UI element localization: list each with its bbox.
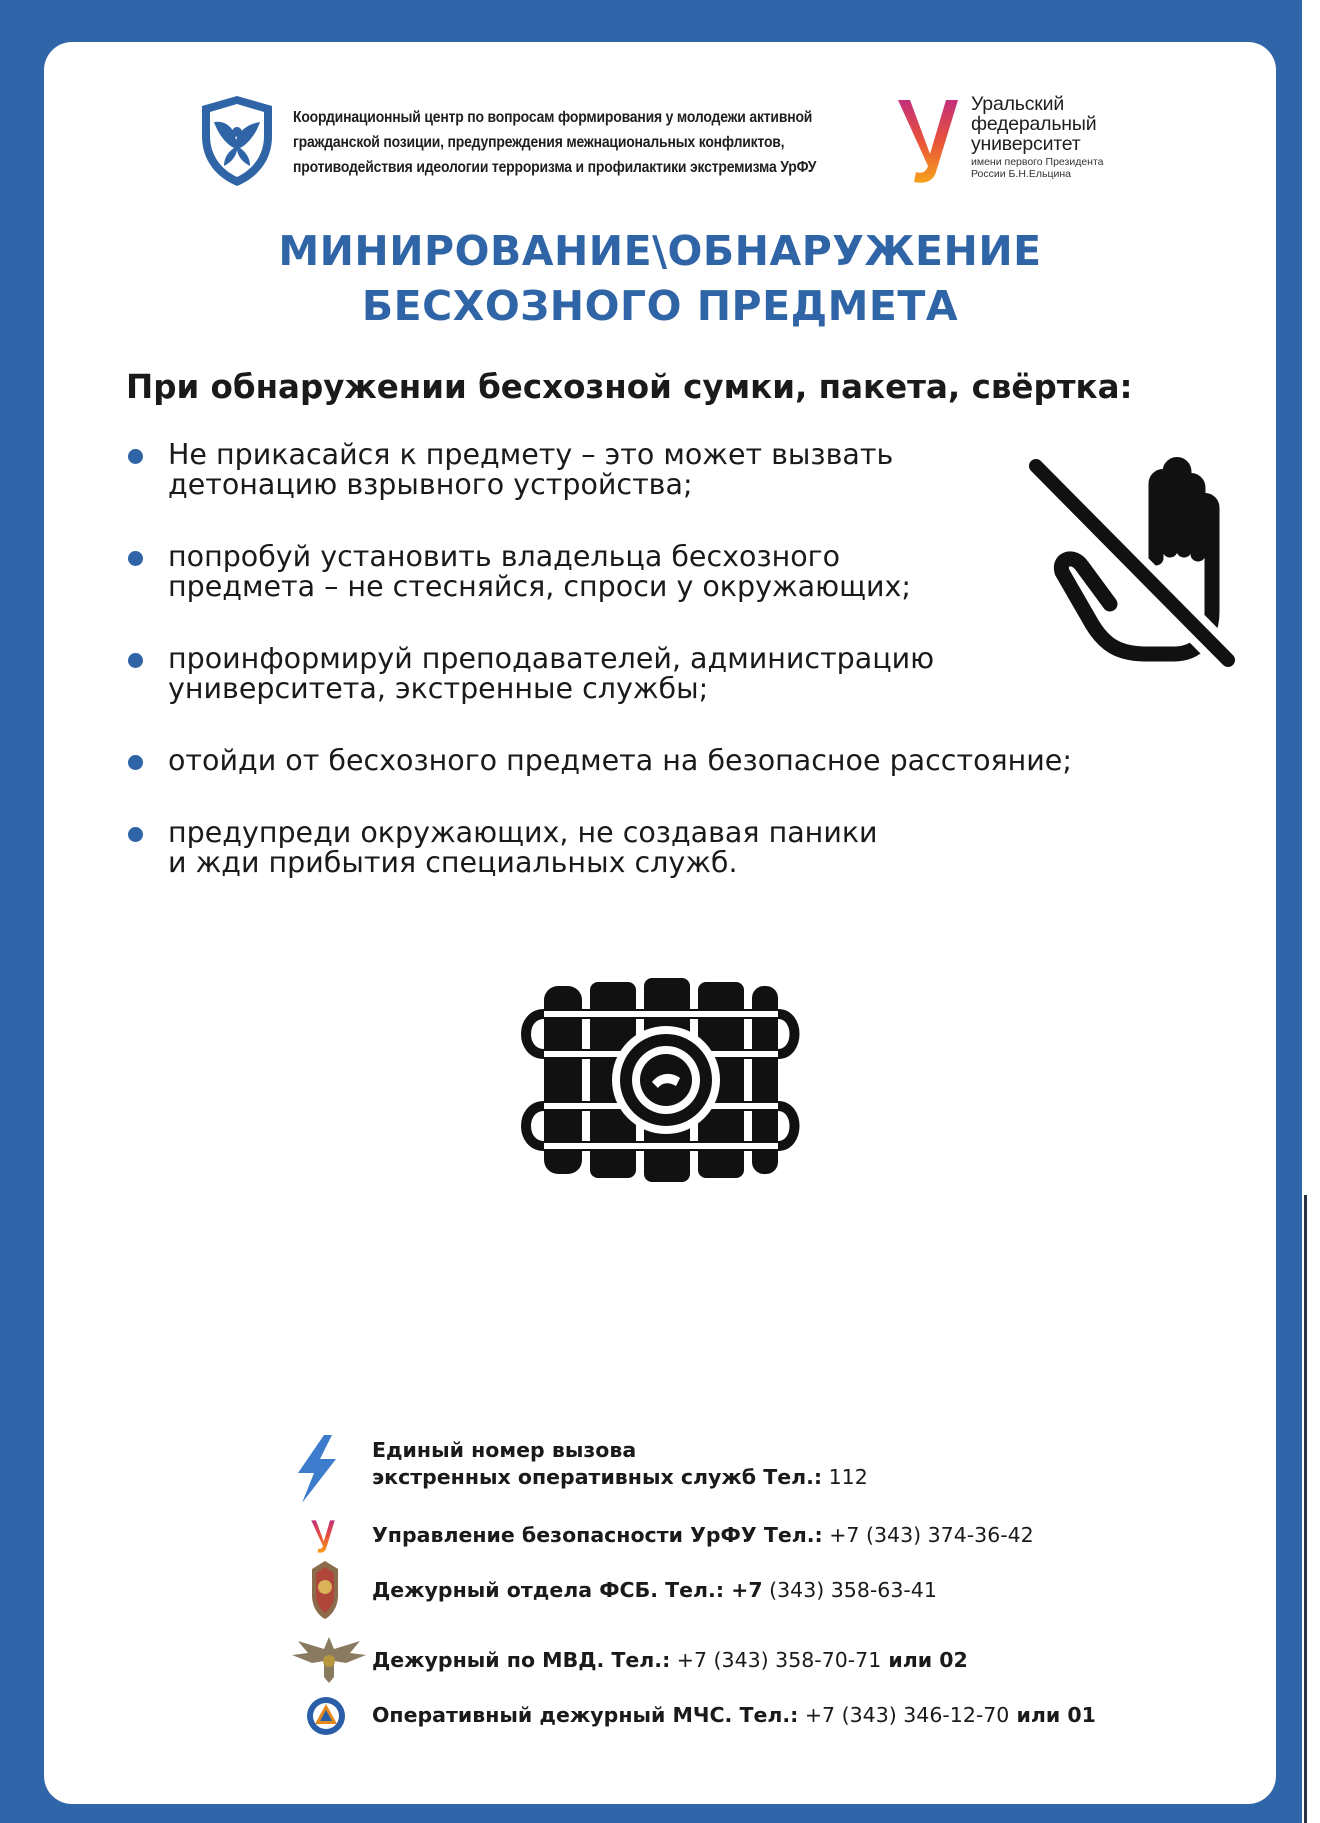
contact-suffix: или 02 xyxy=(881,1648,968,1672)
list-item xyxy=(122,746,1242,776)
title-line1: МИНИРОВАНИЕ\ОБНАРУЖЕНИЕ xyxy=(278,227,1042,275)
scrollbar-edge xyxy=(1304,1195,1307,1823)
bullet-text: университета, экстренные службы; xyxy=(168,672,709,705)
bullet-text: предмета – не стесняйся, спроси у окружающих; xyxy=(168,570,911,603)
lightning-icon xyxy=(294,1433,340,1505)
subtitle: При обнаружении бесхозной сумки, пакета, свёртка: xyxy=(126,368,1133,406)
list-item xyxy=(122,818,1242,878)
contact-text xyxy=(372,1437,1192,1491)
contact-label: Дежурный отдела ФСБ. Тел.: +7 xyxy=(372,1578,763,1602)
mchs-emblem-icon xyxy=(306,1696,346,1736)
contact-label: Единый номер вызова xyxy=(372,1438,637,1462)
coordination-center-logo-icon xyxy=(196,92,278,190)
poster-card xyxy=(44,42,1276,1804)
contact-phone: (343) 358-63-41 xyxy=(762,1578,937,1602)
bullet-text: отойди от бесхозного предмета на безопасное расстояние; xyxy=(168,744,1072,777)
urfu-sub-line2: России Б.Н.Ельцина xyxy=(971,168,1071,180)
bullet-dot xyxy=(128,449,143,464)
contact-text xyxy=(372,1647,1192,1674)
fsb-emblem-icon xyxy=(308,1559,342,1621)
coordination-center-name: Координационный центр по вопросам формирования у молодежи активной гражданской позиции, предупреждения межнациональных конфликтов, противодействия идеологии терроризма и профилактики экстремизма УрФУ xyxy=(293,109,817,176)
contact-text xyxy=(372,1522,1192,1549)
bullet-text: попробуй установить владельца бесхозного xyxy=(168,540,841,573)
contact-label: Оперативный дежурный МЧС. Тел.: xyxy=(372,1703,799,1727)
bullet-dot xyxy=(128,827,143,842)
contact-phone: +7 (343) 346-12-70 xyxy=(798,1703,1010,1727)
bullet-dot xyxy=(128,551,143,566)
contact-label: Управление безопасности УрФУ Тел.: xyxy=(372,1523,823,1547)
urfu-name-line1: Уральский xyxy=(971,93,1065,115)
bullet-dot xyxy=(128,653,143,668)
contact-label: экстренных оперативных служб Тел.: xyxy=(372,1465,823,1489)
bullet-dot xyxy=(128,755,143,770)
contact-phone: 112 xyxy=(822,1465,868,1489)
urfu-logo-icon xyxy=(896,94,960,186)
bullet-text: предупреди окружающих, не создавая паники xyxy=(168,816,878,849)
contact-suffix: или 01 xyxy=(1009,1703,1096,1727)
bullet-text: Не прикасайся к предмету – это может вызвать xyxy=(168,438,894,471)
contact-text xyxy=(372,1577,1192,1604)
urfu-name-line2: федеральный xyxy=(971,113,1097,135)
dynamite-bomb-icon xyxy=(520,978,800,1182)
bullet-text: проинформируй преподавателей, администрацию xyxy=(168,642,935,675)
page-title xyxy=(44,224,1276,334)
urfu-sub-line1: имени первого Президента xyxy=(971,156,1104,168)
bullet-text: детонацию взрывного устройства; xyxy=(168,468,693,501)
no-touch-hand-icon xyxy=(1022,454,1236,674)
contact-text xyxy=(372,1702,1192,1729)
urfu-name-line3: университет xyxy=(971,133,1081,155)
urfu-logo-icon xyxy=(308,1518,338,1554)
urfu-name-block xyxy=(971,94,1171,180)
contact-phone: +7 (343) 374-36-42 xyxy=(822,1523,1034,1547)
mvd-eagle-icon xyxy=(290,1631,368,1685)
bullet-text: и жди прибытия специальных служб. xyxy=(168,846,738,879)
title-line2: БЕСХОЗНОГО ПРЕДМЕТА xyxy=(361,282,959,330)
contact-phone: +7 (343) 358-70-71 xyxy=(670,1648,882,1672)
contact-label: Дежурный по МВД. Тел.: xyxy=(372,1648,671,1672)
